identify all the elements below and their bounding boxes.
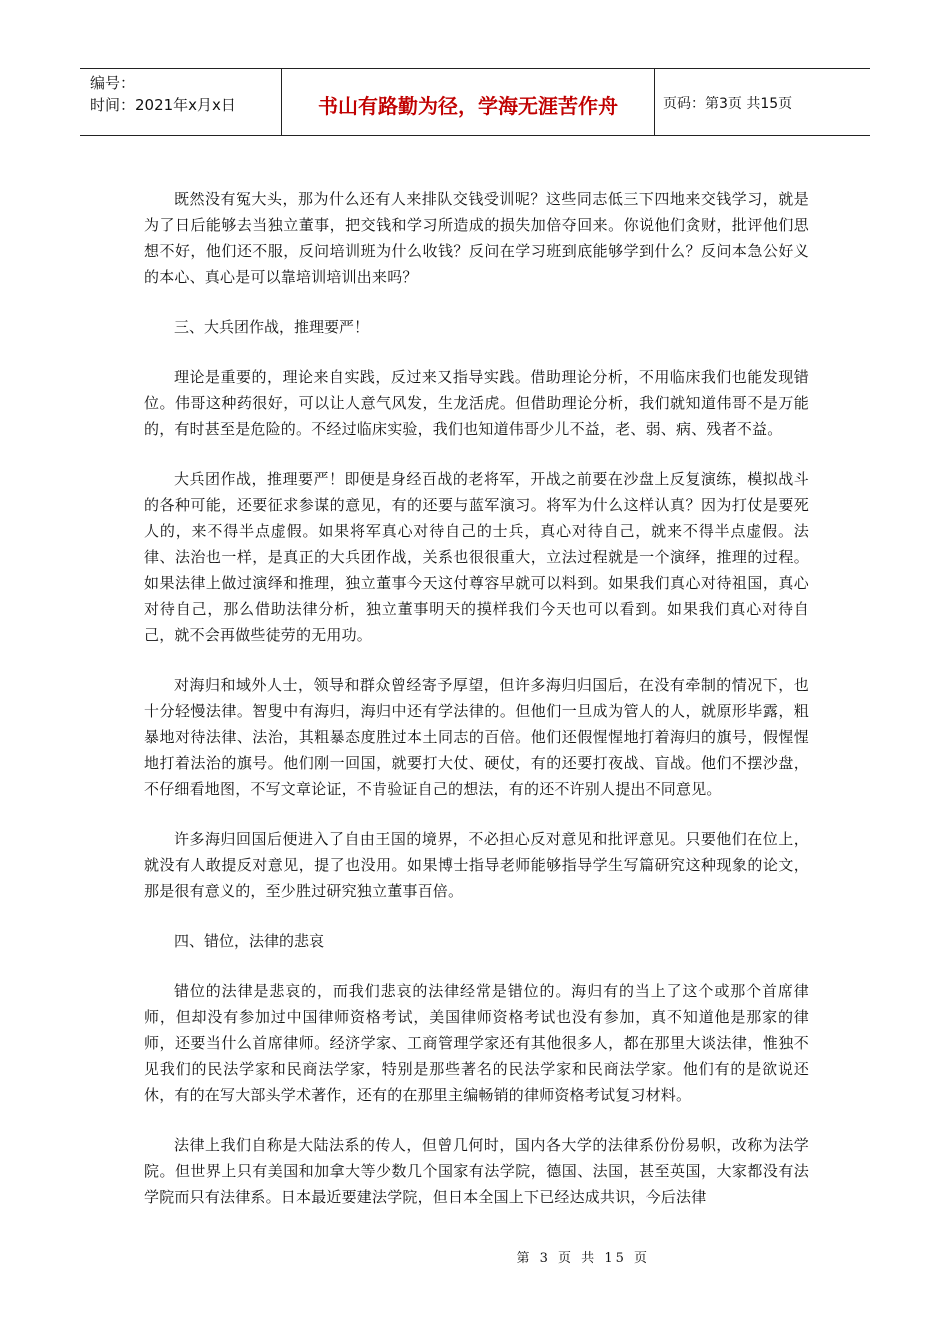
paragraph: 理论是重要的，理论来自实践，反过来又指导实践。借助理论分析，不用临床我们也能发现错位。伟哥这种药很好，可以让人意气风发，生龙活虎。但借助理论分析，我们就知道伟哥不是万能的，有时甚至是危险的。不经过临床实验，我们也知道伟哥少儿不益，老、弱、病、残者不益。	[144, 368, 809, 438]
paragraph: 既然没有冤大头，那为什么还有人来排队交钱受训呢？这些同志低三下四地来交钱学习，就是为了日后能够去当独立董事，把交钱和学习所造成的损失加倍夺回来。你说他们贪财，批评他们思想不好，他们还不服，反问培训班为什么收钱？反问在学习班到底能够学到什么？反问本急公好义的本心、真心是可以靠培训培训出来吗？	[144, 190, 809, 286]
header-page-number: 页码：第3页 共15页	[663, 96, 793, 112]
document-number-label: 编号：	[90, 74, 136, 92]
page-header	[80, 68, 870, 136]
document-body	[144, 186, 809, 1234]
header-meta	[80, 69, 282, 135]
section-heading: 三、大兵团作战，推理要严！	[174, 318, 370, 336]
paragraph: 法律上我们自称是大陆法系的传人，但曾几何时，国内各大学的法律系份份易帜，改称为法学院。但世界上只有美国和加拿大等少数几个国家有法学院，德国、法国，甚至英国，大家都没有法学院而只有法律系。日本最近要建法学院，但日本全国上下已经达成共识，今后法律	[144, 1136, 809, 1206]
header-motto: 书山有路勤为径，学海无涯苦作舟	[282, 69, 655, 135]
paragraph: 大兵团作战，推理要严！即便是身经百战的老将军，开战之前要在沙盘上反复演练，模拟战斗的各种可能，还要征求参谋的意见，有的还要与蓝军演习。将军为什么这样认真？因为打仗是要死人的，来不得半点虚假。如果将军真心对待自己的士兵，真心对待自己，就来不得半点虚假。法律、法治也一样，是真正的大兵团作战，关系也很很重大，立法过程就是一个演绎，推理的过程。如果法律上做过演绎和推理，独立董事今天这付尊容早就可以料到。如果我们真心对待祖国，真心对待自己，那么借助法律分析，独立董事明天的摸样我们今天也可以看到。如果我们真心对待自己，就不会再做些徒劳的无用功。	[144, 470, 809, 644]
document-date-label: 时间：2021年x月x日	[90, 96, 236, 114]
paragraph: 许多海归回国后便进入了自由王国的境界，不必担心反对意见和批评意见。只要他们在位上，就没有人敢提反对意见，提了也没用。如果博士指导老师能够指导学生写篇研究这种现象的论文，那是很有意义的，至少胜过研究独立董事百倍。	[144, 830, 809, 900]
section-heading: 四、错位，法律的悲哀	[174, 932, 325, 950]
paragraph: 错位的法律是悲哀的，而我们悲哀的法律经常是错位的。海归有的当上了这个或那个首席律师，但却没有参加过中国律师资格考试，美国律师资格考试也没有参加，真不知道他是那家的律师，还要当什么首席律师。经济学家、工商管理学家还有其他很多人，都在那里大谈法律，惟独不见我们的民法学家和民商法学家，特别是那些著名的民法学家和民商法学家。他们有的是欲说还休，有的在写大部头学术著作，还有的在那里主编畅销的律师资格考试复习材料。	[144, 982, 809, 1104]
paragraph: 对海归和域外人士，领导和群众曾经寄予厚望，但许多海归归国后，在没有牵制的情况下，也十分轻慢法律。智叟中有海归，海归中还有学法律的。但他们一旦成为管人的人，就原形毕露，粗暴地对待法律、法治，其粗暴态度胜过本土同志的百倍。他们还假惺惺地打着海归的旗号，假惺惺地打着法治的旗号。他们刚一回国，就要打大仗、硬仗，有的还要打夜战、盲战。他们不摆沙盘，不仔细看地图，不写文章论证，不肯验证自己的想法，有的还不许别人提出不同意见。	[144, 676, 809, 798]
page-footer: 第 3 页 共 15 页	[516, 1251, 650, 1266]
